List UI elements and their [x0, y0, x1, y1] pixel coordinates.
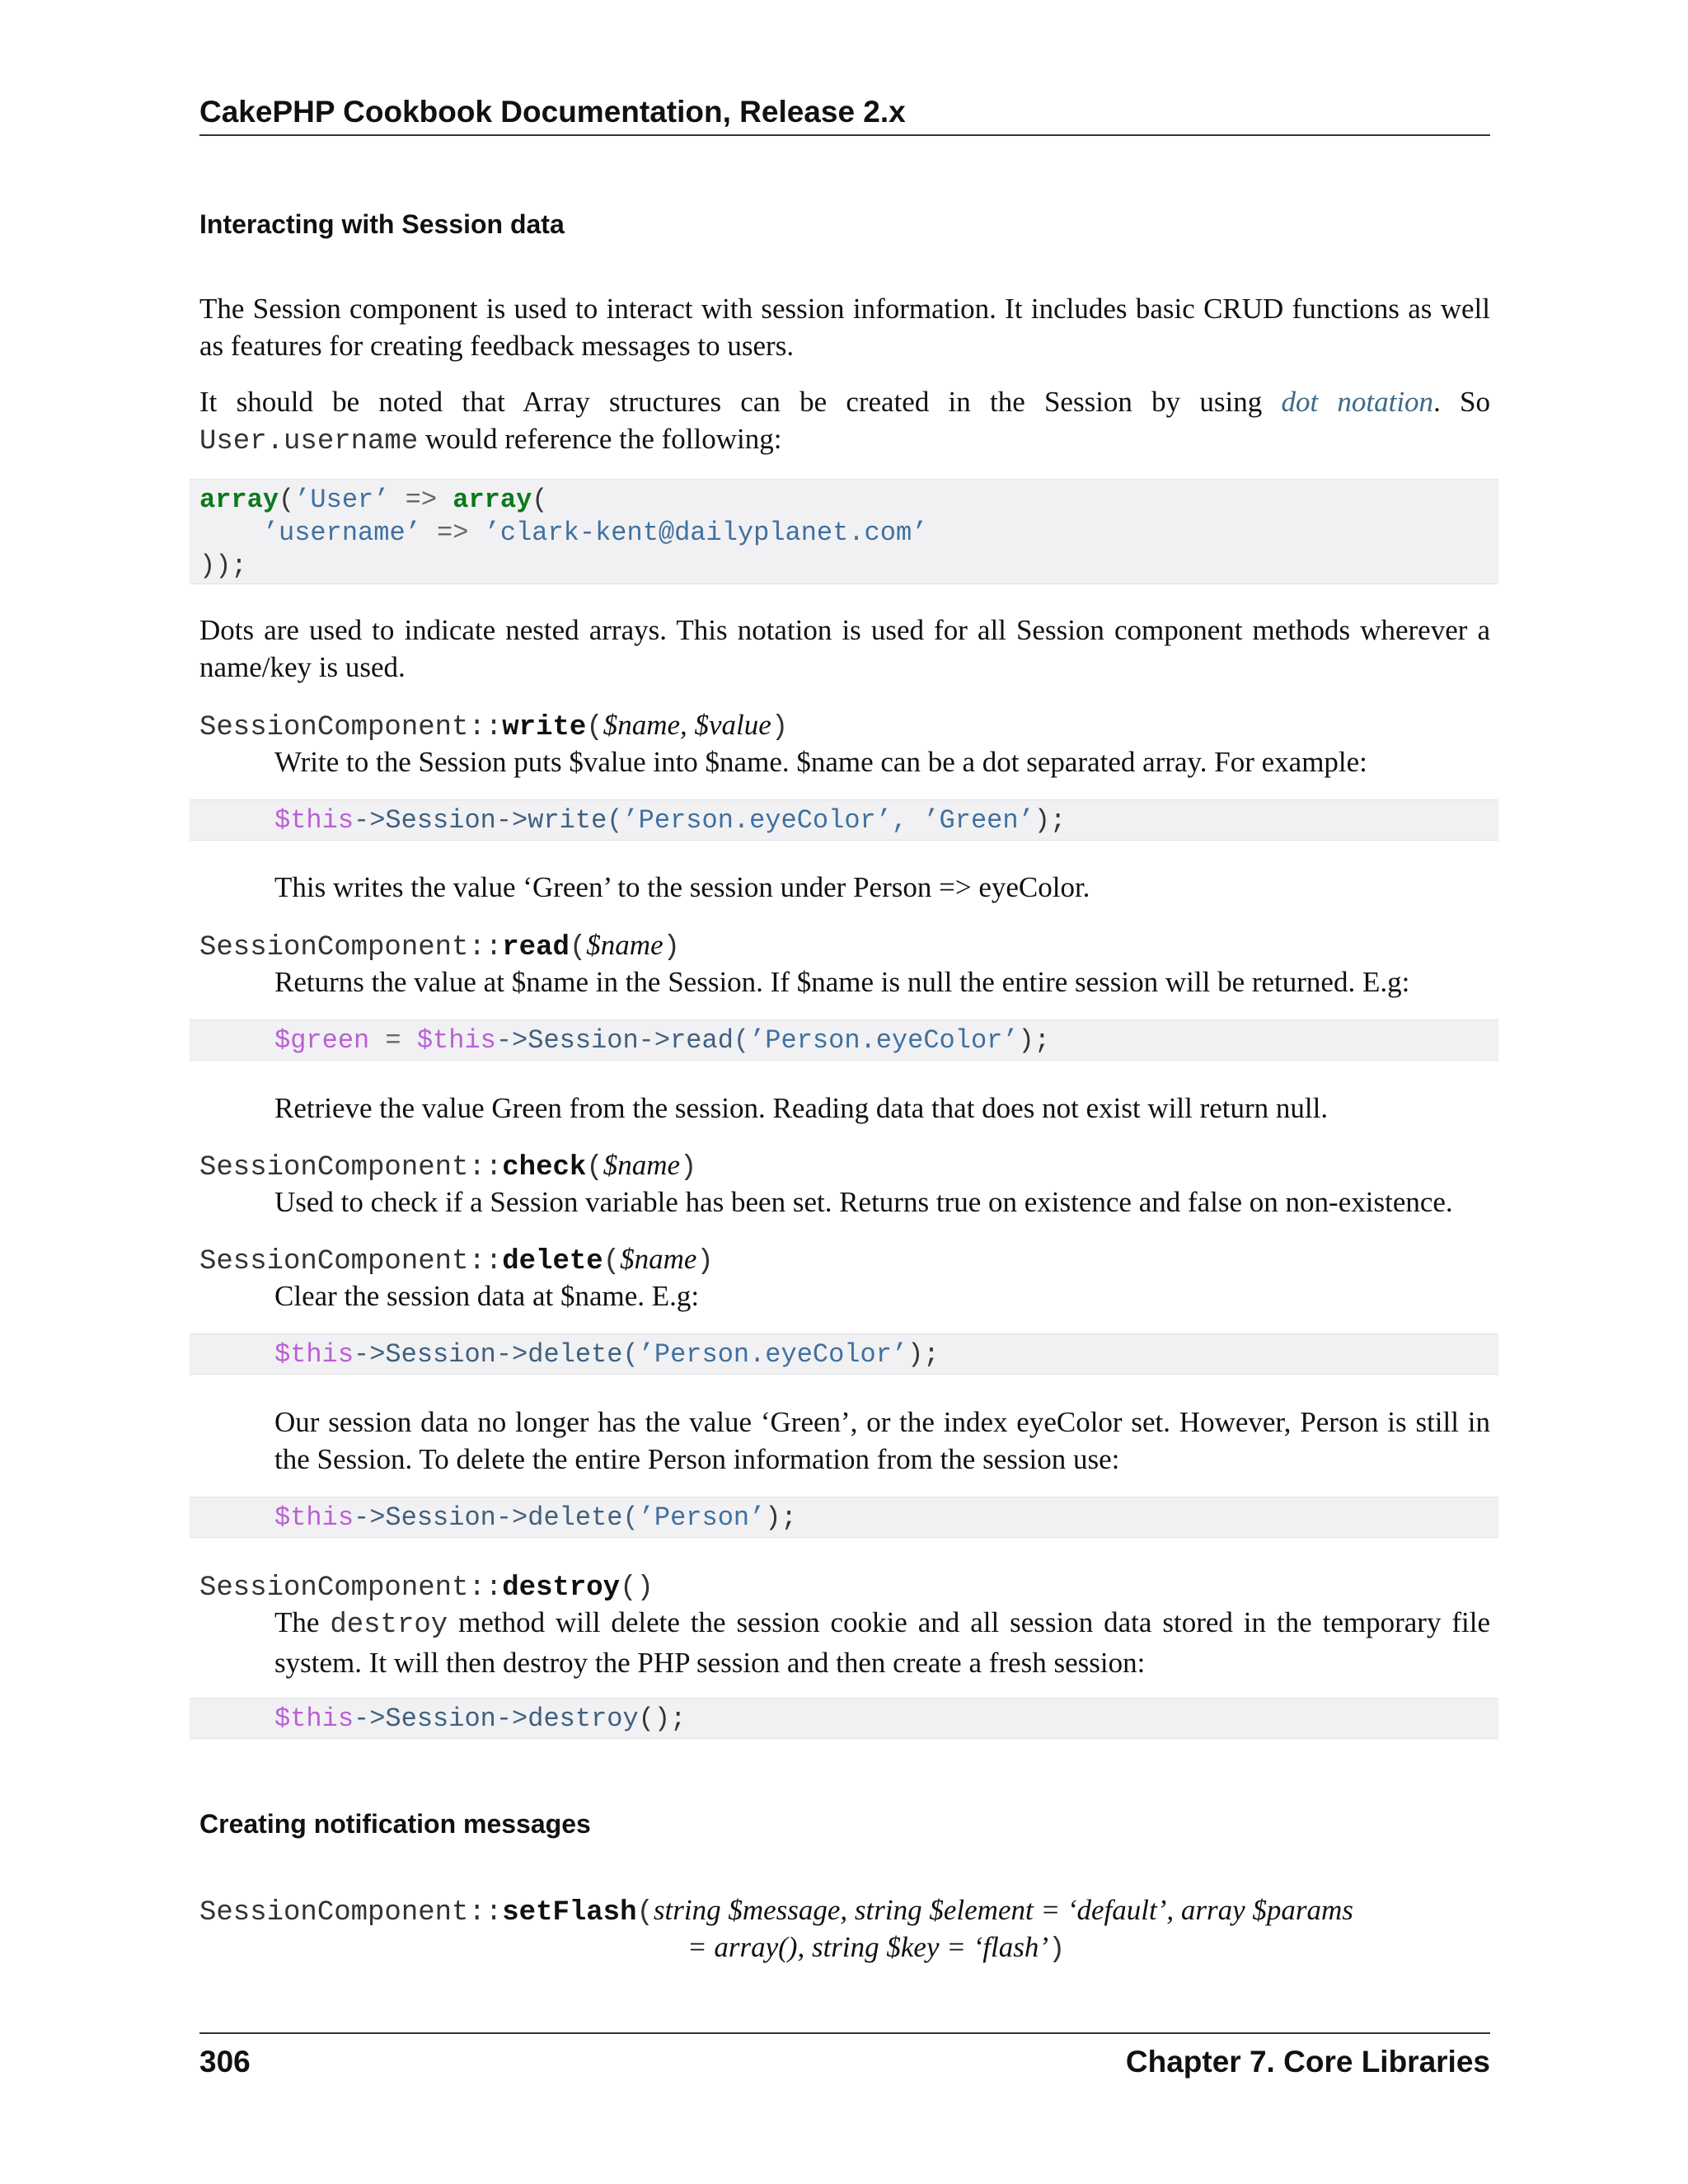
code-call: ->Session->write( [354, 805, 623, 836]
section-heading-notifications: Creating notification messages [199, 1809, 591, 1839]
page-number: 306 [199, 2045, 251, 2079]
code-block-destroy [190, 1698, 1498, 1739]
close-paren: ) [696, 1246, 714, 1277]
section-heading-interacting: Interacting with Session data [199, 209, 565, 239]
chapter-title: Chapter 7. Core Libraries [1125, 2045, 1490, 2079]
class-name: SessionComponent [199, 1152, 469, 1183]
paragraph-intro: The Session component is used to interact with session information. It includes basic CRUD functions as well as features for creating feedback messages to users. [199, 293, 1490, 362]
code-string: ’Person.eyeColor’ [749, 1025, 1019, 1056]
destroy-description [274, 1604, 1490, 1681]
close-paren: ) [680, 1152, 697, 1183]
code-call: ->Session->read( [495, 1025, 750, 1056]
code-block-delete-person [190, 1497, 1498, 1538]
open-paren: ( [636, 1897, 654, 1929]
open-paren: ( [586, 712, 603, 743]
check-description: Used to check if a Session variable has been set. Returns true on existence and false on non-existence. [274, 1186, 1453, 1218]
method-name: destroy [502, 1572, 621, 1604]
signature-setflash-continued [687, 1929, 1065, 1969]
code-operator: = [369, 1025, 417, 1056]
code-call: ->Session->delete( [354, 1502, 639, 1533]
write-after-text: This writes the value ‘Green’ to the session under Person => eyeColor. [274, 871, 1090, 903]
class-name: SessionComponent [199, 1897, 469, 1929]
text-segment: . So [1433, 386, 1490, 418]
delete-description: Clear the session data at $name. E.g: [274, 1280, 700, 1312]
scope-separator: :: [468, 1152, 503, 1183]
signature-read [199, 926, 680, 967]
text-segment: would reference the following: [418, 423, 782, 455]
code-call: ->Session->delete( [354, 1339, 639, 1370]
code-operator: => [420, 518, 485, 548]
signature-delete [199, 1240, 714, 1281]
dot-notation-link[interactable]: dot notation [1281, 386, 1434, 418]
code-punct: ); [1034, 805, 1067, 836]
close-paren: ) [636, 1572, 654, 1604]
code-variable: $green [274, 1025, 370, 1056]
code-block-array [190, 479, 1498, 584]
close-paren: ) [663, 932, 681, 963]
code-variable: $this [274, 1502, 354, 1533]
scope-separator: :: [468, 1572, 503, 1604]
scope-separator: :: [468, 712, 503, 743]
scope-separator: :: [468, 1246, 503, 1277]
class-name: SessionComponent [199, 1246, 469, 1277]
read-description: Returns the value at $name in the Session. If $name is null the entire session will be returned. E.g: [274, 966, 1410, 998]
method-name: write [502, 712, 587, 743]
paragraph-dot-notation [199, 383, 1490, 461]
class-name: SessionComponent [199, 712, 469, 743]
code-block-write [190, 799, 1498, 841]
code-punct: )); [199, 551, 247, 581]
code-punct: ( [532, 485, 548, 515]
signature-write [199, 706, 788, 747]
code-operator: => [389, 485, 453, 515]
method-name: check [502, 1152, 587, 1183]
close-paren: ) [771, 712, 789, 743]
text-segment: It should be noted that Array structures can be created in the Session by using [199, 386, 1282, 418]
class-name: SessionComponent [199, 932, 469, 963]
method-args: = array(), string $key = ‘flash’ [687, 1931, 1048, 1963]
text-segment: method will delete the session cookie and all session data stored in the temporary file system. It will then destroy the PHP session and then create a fresh session: [274, 1606, 1490, 1679]
paragraph-dots: Dots are used to indicate nested arrays. This notation is used for all Session component methods wherever a name/key is used. [199, 614, 1490, 683]
class-name: SessionComponent [199, 1572, 469, 1604]
code-string: ’Person.eyeColor’, ’Green’ [622, 805, 1034, 836]
code-variable: $this [274, 1704, 354, 1734]
code-string: ’username’ [262, 518, 421, 548]
write-description: Write to the Session puts $value into $name. $name can be a dot separated array. For example: [274, 746, 1367, 778]
method-name: delete [502, 1246, 603, 1277]
code-keyword: array [199, 485, 279, 515]
method-name: read [502, 932, 570, 963]
footer-rule [199, 2032, 1490, 2034]
code-punct: ( [279, 485, 295, 515]
signature-setflash [199, 1891, 1353, 1932]
running-header: CakePHP Cookbook Documentation, Release 2.x [199, 95, 906, 129]
code-variable: $this [274, 805, 354, 836]
code-string: ’User’ [294, 485, 390, 515]
code-string: ’Person’ [638, 1502, 766, 1533]
code-string: ’clark-kent@dailyplanet.com’ [484, 518, 928, 548]
method-name: setFlash [502, 1897, 637, 1929]
inline-code-destroy: destroy [330, 1610, 448, 1641]
scope-separator: :: [468, 1897, 503, 1929]
code-punct: (); [638, 1704, 687, 1734]
read-after-text: Retrieve the value Green from the session. Reading data that does not exist will return null. [274, 1092, 1329, 1124]
text-segment: The [274, 1606, 331, 1638]
code-variable: $this [274, 1339, 354, 1370]
method-args: $name, $value [603, 709, 771, 741]
open-paren: ( [620, 1572, 637, 1604]
code-block-read [190, 1019, 1498, 1061]
signature-check [199, 1146, 696, 1187]
inline-code-username: User.username [199, 426, 419, 457]
code-punct: ); [907, 1339, 940, 1370]
code-keyword: array [452, 485, 532, 515]
code-block-delete-eyecolor [190, 1333, 1498, 1375]
delete-after-text: Our session data no longer has the value ‘Green’, or the index eyeColor set. However, Person is still in the Session. To delete the entire Person information from the session use: [274, 1406, 1490, 1475]
open-paren: ( [603, 1246, 621, 1277]
scope-separator: :: [468, 932, 503, 963]
close-paren: ) [1048, 1934, 1066, 1966]
method-args: $name [603, 1149, 681, 1181]
method-args: $name [620, 1243, 697, 1275]
open-paren: ( [569, 932, 587, 963]
code-string: ’Person.eyeColor’ [638, 1339, 908, 1370]
code-variable: $this [416, 1025, 496, 1056]
header-rule [199, 134, 1490, 136]
open-paren: ( [586, 1152, 603, 1183]
code-punct: ); [765, 1502, 797, 1533]
code-call: ->Session->destroy [354, 1704, 639, 1734]
signature-destroy [199, 1567, 654, 1607]
method-args: $name [586, 929, 663, 961]
code-punct: ); [1018, 1025, 1050, 1056]
method-args: string $message, string $element = ‘default’, array $params [653, 1894, 1353, 1926]
